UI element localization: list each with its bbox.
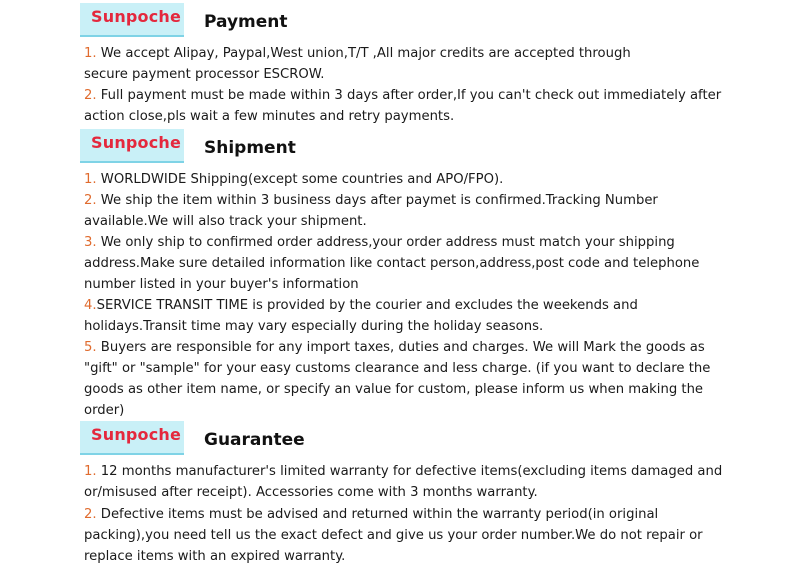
item-text: We ship the item within 3 business days after paymet is confirmed.Tracking Number available.We will also track your shipment. [84,193,658,229]
section-title-guarantee: Guarantee [204,430,305,450]
item-number: 1. [84,46,97,61]
brand-label: Sunpoche [91,133,182,152]
item-number: 5. [84,340,97,355]
item-text: WORLDWIDE Shipping(except some countries and APO/FPO). [96,172,504,187]
brand-label: Sunpoche [91,7,182,26]
shipment-item-3 [84,232,796,295]
item-text: We accept Alipay, Paypal,West union,T/T ,All major credits are accepted through secure payment processor ESCROW. [84,46,631,82]
brand-label: Sunpoche [91,425,182,444]
brand-badge [80,129,184,163]
payment-item-2 [84,85,796,127]
shipment-item-2 [84,190,796,232]
section-title-shipment: Shipment [204,138,296,158]
guarantee-item-1 [84,461,796,503]
item-number: 2. [84,193,97,208]
item-text: We only ship to confirmed order address,your order address must match your shipping address.Make sure detailed information like contact person,address,post code and telephone number listed in your buyer's information [84,235,700,292]
shipment-item-4 [84,295,796,337]
item-number: 2. [84,88,97,103]
item-text: Buyers are responsible for any import taxes, duties and charges. We will Mark the goods as "gift" or "sample" for your easy customs clearance and less charge. (if you want to declare the goods as other item name, or specify an value for custom, please inform us when making the order) [84,340,711,418]
item-text: Defective items must be advised and returned within the warranty period(in original packing),you need tell us the exact defect and give us your order number.We do not repair or replace items with an expired warranty. [84,507,703,564]
item-number: 4. [84,298,97,313]
brand-badge [80,421,184,455]
item-text: 12 months manufacturer's limited warranty for defective items(excluding items damaged and or/misused after receipt). Accessories come with 3 months warranty. [84,464,723,500]
guarantee-item-2 [84,504,796,567]
shipment-item-1 [84,169,796,190]
item-number: 2. [84,507,97,522]
payment-header [80,3,800,37]
item-number: 3. [84,235,97,250]
shipment-header [80,129,800,163]
item-number: 1. [84,464,97,479]
payment-item-1 [84,43,796,85]
item-number: 1. [84,172,97,187]
section-title-payment: Payment [204,12,288,32]
item-text: Full payment must be made within 3 days after order,If you can't check out immediately after action close,pls wait a few minutes and retry payments. [84,88,722,124]
item-text: SERVICE TRANSIT TIME is provided by the courier and excludes the weekends and holidays.Transit time may vary especially during the holiday seasons. [84,298,638,334]
guarantee-header [80,421,800,455]
brand-badge [80,3,184,37]
shipment-item-5 [84,337,796,421]
